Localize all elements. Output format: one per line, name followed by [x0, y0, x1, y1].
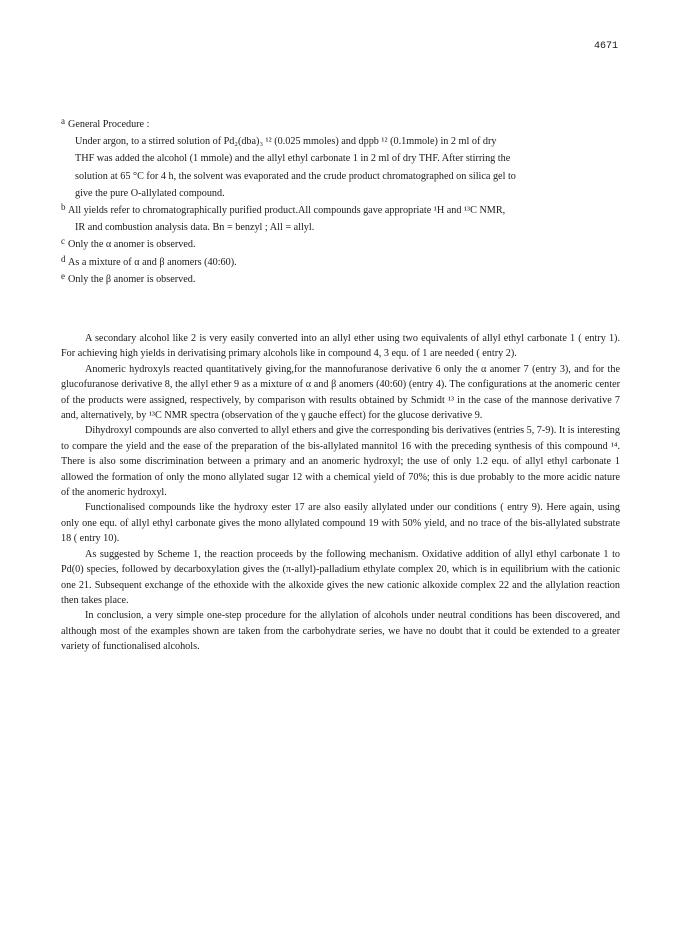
- footnote-line: give the pure O-allylated compound.: [75, 187, 225, 199]
- footnote-mark: a: [61, 116, 65, 126]
- footnote-d: [61, 254, 621, 271]
- footnote-line: Only the α anomer is observed.: [68, 239, 196, 251]
- body-text: [61, 331, 620, 655]
- footnote-c: [61, 236, 621, 253]
- page-number: 4671: [593, 41, 618, 52]
- footnote-line: THF was added the alcohol (1 mmole) and the allyl ethyl carbonate 1 in 2 ml of dry THF. After stirring the: [75, 153, 511, 165]
- footnote-line: As a mixture of α and β anomers (40:60).: [68, 256, 237, 268]
- footnote-line: solution at 65 °C for 4 h, the solvent was evaporated and the crude product chromatographed on silica gel to: [75, 170, 516, 182]
- footnote-mark: e: [61, 270, 65, 281]
- footnote-title: General Procedure :: [68, 119, 150, 130]
- footnote-mark: c: [61, 236, 65, 247]
- table-footnotes: [61, 116, 621, 288]
- paragraph-mechanism: As suggested by Scheme 1, the reaction proceeds by the following mechanism. Oxidative addition of allyl ethyl carbonate 1 to Pd(0) species, followed by decarboxylation gives the (π-allyl)-palladium ethylate complex 20, which is in equilibrium with the cationic one 21. Subsequent exchange of the ethoxide with the alkoxide gives the new cationic alkoxide complex 22 and the allylation reaction then takes place.: [61, 548, 620, 606]
- footnote-mark: d: [61, 253, 66, 264]
- footnote-line: Only the β anomer is observed.: [68, 273, 196, 285]
- footnote-line: IR and combustion analysis data. Bn = benzyl ; All = allyl.: [75, 222, 315, 234]
- footnote-mark: b: [61, 202, 66, 213]
- paragraph-anomeric-hydroxyls: Anomeric hydroxyls reacted quantitatively giving,for the mannofuranose derivative 6 only the α anomer 7 (entry 3), and for the glucofuranose derivative 8, the allyl ether 9 as a mixture of α and β anomers (40:60) (entry 4). The configurations at the anomeric center of the products were assigned, respectively, by comparison with results obtained by Schmidt ¹³ in the case of the mannose derivative 7 and, alternatively, by ¹³C NMR spectra (observation of the γ gauche effect) for the glucose derivative 9.: [61, 363, 620, 422]
- paragraph-dihydroxyl: Dihydroxyl compounds are also converted to allyl ethers and give the corresponding bis derivatives (entries 5, 7-9). It is interesting to compare the yield and the ease of the preparation of the bis-allylated mannitol 16 with the preceding synthesis of this compound ¹⁴. There is also some discrimination between a primary and an anomeric hydroxyl; the use of only 1.2 equ. of allyl ethyl carbonate 1 allowed the formation of only the mono allylated sugar 12 with a chemical yield of 70%; this is due probably to the more acidic nature of the anomeric hydroxyl.: [61, 425, 620, 499]
- paragraph-conclusion: In conclusion, a very simple one-step procedure for the allylation of alcohols under neutral conditions has been discovered, and although most of the examples shown are taken from the carbohydrate series, we have no doubt that it could be extended to a greater variety of functionalised alcohols.: [61, 610, 620, 653]
- footnote-e: [61, 271, 621, 288]
- footnote-b: [61, 202, 621, 236]
- footnote-a: [61, 116, 621, 202]
- paragraph-secondary-alcohol: A secondary alcohol like 2 is very easily converted into an allyl ether using two equivalents of allyl ethyl carbonate 1 ( entry 1). For achieving high yields in derivatising primary alcohols like in compound 4, 3 equ. of 1 are needed ( entry 2).: [61, 333, 620, 360]
- paragraph-functionalised: Functionalised compounds like the hydroxy ester 17 are also easily allylated under our conditions ( entry 9). Here again, using only one equ. of allyl ethyl carbonate gives the mono allylated compound 19 with 50% yield, and no trace of the bis-allylated substrate 18 ( entry 10).: [61, 502, 620, 545]
- footnote-line: All yields refer to chromatographically purified product.All compounds gave appropriate ¹H and ¹³C NMR,: [68, 205, 506, 217]
- footnote-line: Under argon, to a stirred solution of Pd₂(dba)₃ ¹² (0.025 mmoles) and dppb ¹² (0.1mmole) in 2 ml of dry: [75, 136, 497, 148]
